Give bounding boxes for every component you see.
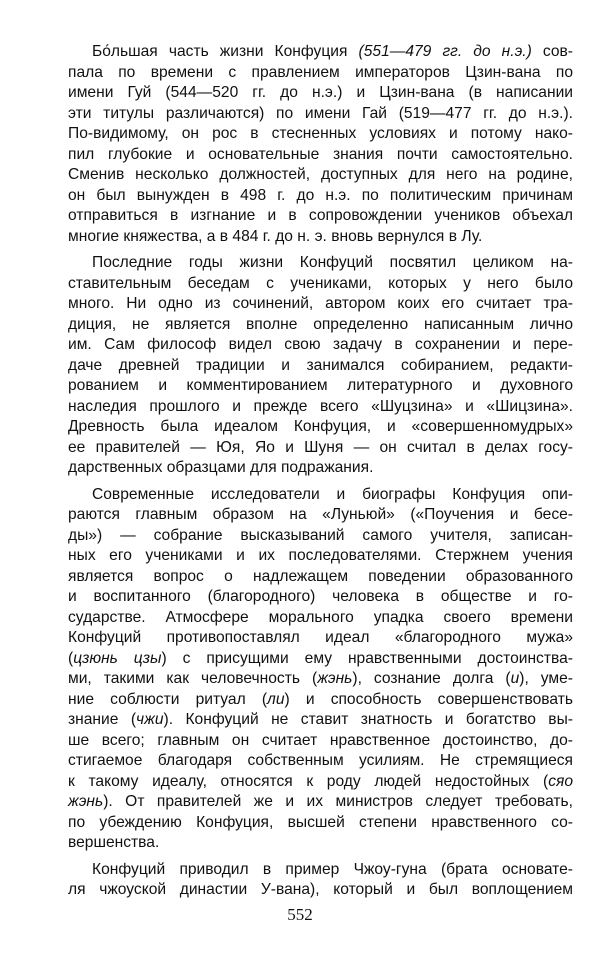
text-segment: вершенства. — [68, 834, 160, 851]
text-segment: ). Конфуций не ставит знатность и богатство вы- — [163, 711, 573, 728]
text-line — [68, 608, 573, 629]
text-line — [68, 356, 573, 377]
text-segment: ля чжоуской династии У-вана), который и был воплощением — [68, 881, 573, 898]
text-segment: к такому идеалу, относятся к роду людей недостойных ( — [68, 772, 549, 790]
text-segment: пил глубокие и основательные знания почти самостоятельно. — [68, 145, 573, 163]
text-line — [68, 505, 573, 526]
text-line — [68, 397, 573, 418]
text-segment: наследия прошлого и прежде всего «Шуцзина» и «Шицзина». — [68, 397, 573, 415]
italic-term: ли — [267, 690, 285, 708]
text-line — [68, 253, 573, 274]
text-line — [68, 833, 573, 854]
text-segment: ), сознание долга ( — [352, 670, 511, 687]
text-segment: ние соблюсти ритуал ( — [68, 690, 268, 708]
text-segment: ), уме- — [519, 670, 573, 687]
text-segment: дарственных образцами для подражания. — [68, 459, 374, 476]
text-line — [68, 417, 573, 438]
italic-term: цзюнь цзы — [73, 649, 162, 667]
text-line — [68, 42, 573, 63]
text-line — [68, 124, 573, 145]
text-line — [68, 526, 573, 547]
paragraph — [68, 253, 573, 479]
paragraph — [68, 485, 573, 854]
text-segment: По-видимому, он рос в стесненных условиях и потому нако- — [68, 125, 573, 142]
text-segment: Древность была идеалом Конфуция, и «совершенномудрых» — [68, 418, 573, 435]
text-segment: ше всего; главным он считает нравственное достоинство, до- — [68, 731, 573, 749]
text-segment: имени Гуй (544—520 гг. до н.э.) и Цзин-вана (в написании — [68, 84, 573, 101]
text-segment: Сменив несколько должностей, доступных для него на родине, — [68, 166, 573, 183]
text-segment: рованием и комментированием литературного и духовного — [68, 377, 573, 394]
text-line — [68, 458, 573, 479]
text-segment: ее правителей — Юя, Яо и Шуня — он считал в делах госу- — [68, 438, 573, 456]
text-line — [68, 880, 573, 901]
text-segment: Бо́льшая часть жизни Конфуция — [92, 43, 359, 60]
text-segment: пала по времени с правлением императоров Цзин-вана по — [68, 63, 573, 81]
text-segment: ных его учениками и их последователями. Стержнем учения — [68, 547, 573, 564]
text-line — [68, 294, 573, 315]
paragraph — [68, 42, 573, 247]
text-line — [68, 792, 573, 813]
text-line — [68, 165, 573, 186]
italic-term: (551—479 гг. до н.э.) — [358, 43, 532, 60]
text-line — [68, 206, 573, 227]
text-line — [68, 567, 573, 588]
text-segment: по убеждению Конфуция, высшей степени нравственного со- — [68, 813, 573, 831]
page-number: 552 — [287, 905, 313, 924]
text-line — [68, 186, 573, 207]
text-segment: много. Ни одно из сочинений, автором коих его считает тра- — [68, 295, 573, 312]
text-segment: ды») — собрание высказываний самого учителя, записан- — [68, 526, 573, 544]
text-line — [68, 772, 573, 793]
text-line — [68, 485, 573, 506]
italic-term: и — [510, 670, 520, 687]
italic-term: жэнь — [317, 670, 353, 687]
text-segment: диция, не является вполне определенно написанным лично — [68, 315, 573, 333]
italic-term: чжи — [136, 711, 164, 728]
text-segment: им. Сам философ видел свою задачу в сохранении и пере- — [68, 336, 573, 353]
text-line — [68, 227, 573, 248]
text-segment: ставительным беседам с учениками, которых у него было — [68, 274, 573, 292]
text-line — [68, 669, 573, 690]
text-segment: является вопрос о надлежащем поведении образованного — [68, 567, 573, 585]
italic-term: сяо — [548, 772, 573, 790]
text-line — [68, 751, 573, 772]
text-line — [68, 731, 573, 752]
text-line — [68, 813, 573, 834]
text-segment: ( — [68, 649, 74, 667]
text-segment: и воспитанного (благородного) человека в обществе и го- — [68, 588, 573, 605]
text-segment: раются главным образом на «Луньюй» («Поучения и бесе- — [68, 506, 573, 523]
text-line — [68, 587, 573, 608]
text-line — [68, 649, 573, 670]
text-segment: эти титулы различаются) по имени Гай (519—477 гг. до н.э.). — [68, 104, 573, 122]
text-line — [68, 83, 573, 104]
text-line — [68, 690, 573, 711]
text-line — [68, 145, 573, 166]
text-segment: он был вынужден в 498 г. до н.э. по политическим причинам — [68, 186, 573, 204]
paragraph — [68, 860, 573, 901]
text-line — [68, 63, 573, 84]
text-segment: Конфуций противопоставлял идеал «благородного мужа» — [68, 629, 573, 646]
text-segment: сов- — [531, 43, 573, 60]
italic-term: жэнь — [68, 793, 104, 810]
text-line — [68, 376, 573, 397]
text-segment: Современные исследователи и биографы Конфуция опи- — [92, 485, 573, 503]
text-segment: ) и способность совершенствовать — [284, 690, 573, 708]
body-text — [68, 42, 573, 901]
text-line — [68, 335, 573, 356]
text-line — [68, 274, 573, 295]
text-segment: даче древней традиции и занимался собиранием, редакти- — [68, 356, 573, 374]
text-segment: многие княжества, а в 484 г. до н. э. вновь вернулся в Лу. — [68, 227, 483, 245]
text-segment: сударстве. Атмосфере морального упадка своего времени — [68, 608, 573, 626]
text-segment: Конфуций приводил в пример Чжоу-гуна (брата основате- — [92, 860, 573, 878]
text-line — [68, 438, 573, 459]
text-segment: отправиться в изгнание и в сопровождении учеников объехал — [68, 207, 573, 224]
text-line — [68, 315, 573, 336]
text-line — [68, 860, 573, 881]
text-segment: Последние годы жизни Конфуций посвятил целиком на- — [92, 254, 573, 271]
text-segment: ). От правителей же и их министров следует требовать, — [103, 793, 573, 810]
text-line — [68, 546, 573, 567]
text-line — [68, 710, 573, 731]
text-line — [68, 104, 573, 125]
text-segment: стигаемое благодаря собственным усилиям. Не стремящиеся — [68, 752, 573, 769]
text-segment: ) с присущими ему нравственными достоинства- — [161, 649, 573, 667]
text-segment: ми, такими как человечность ( — [68, 670, 318, 687]
text-line — [68, 628, 573, 649]
text-segment: знание ( — [68, 711, 137, 728]
